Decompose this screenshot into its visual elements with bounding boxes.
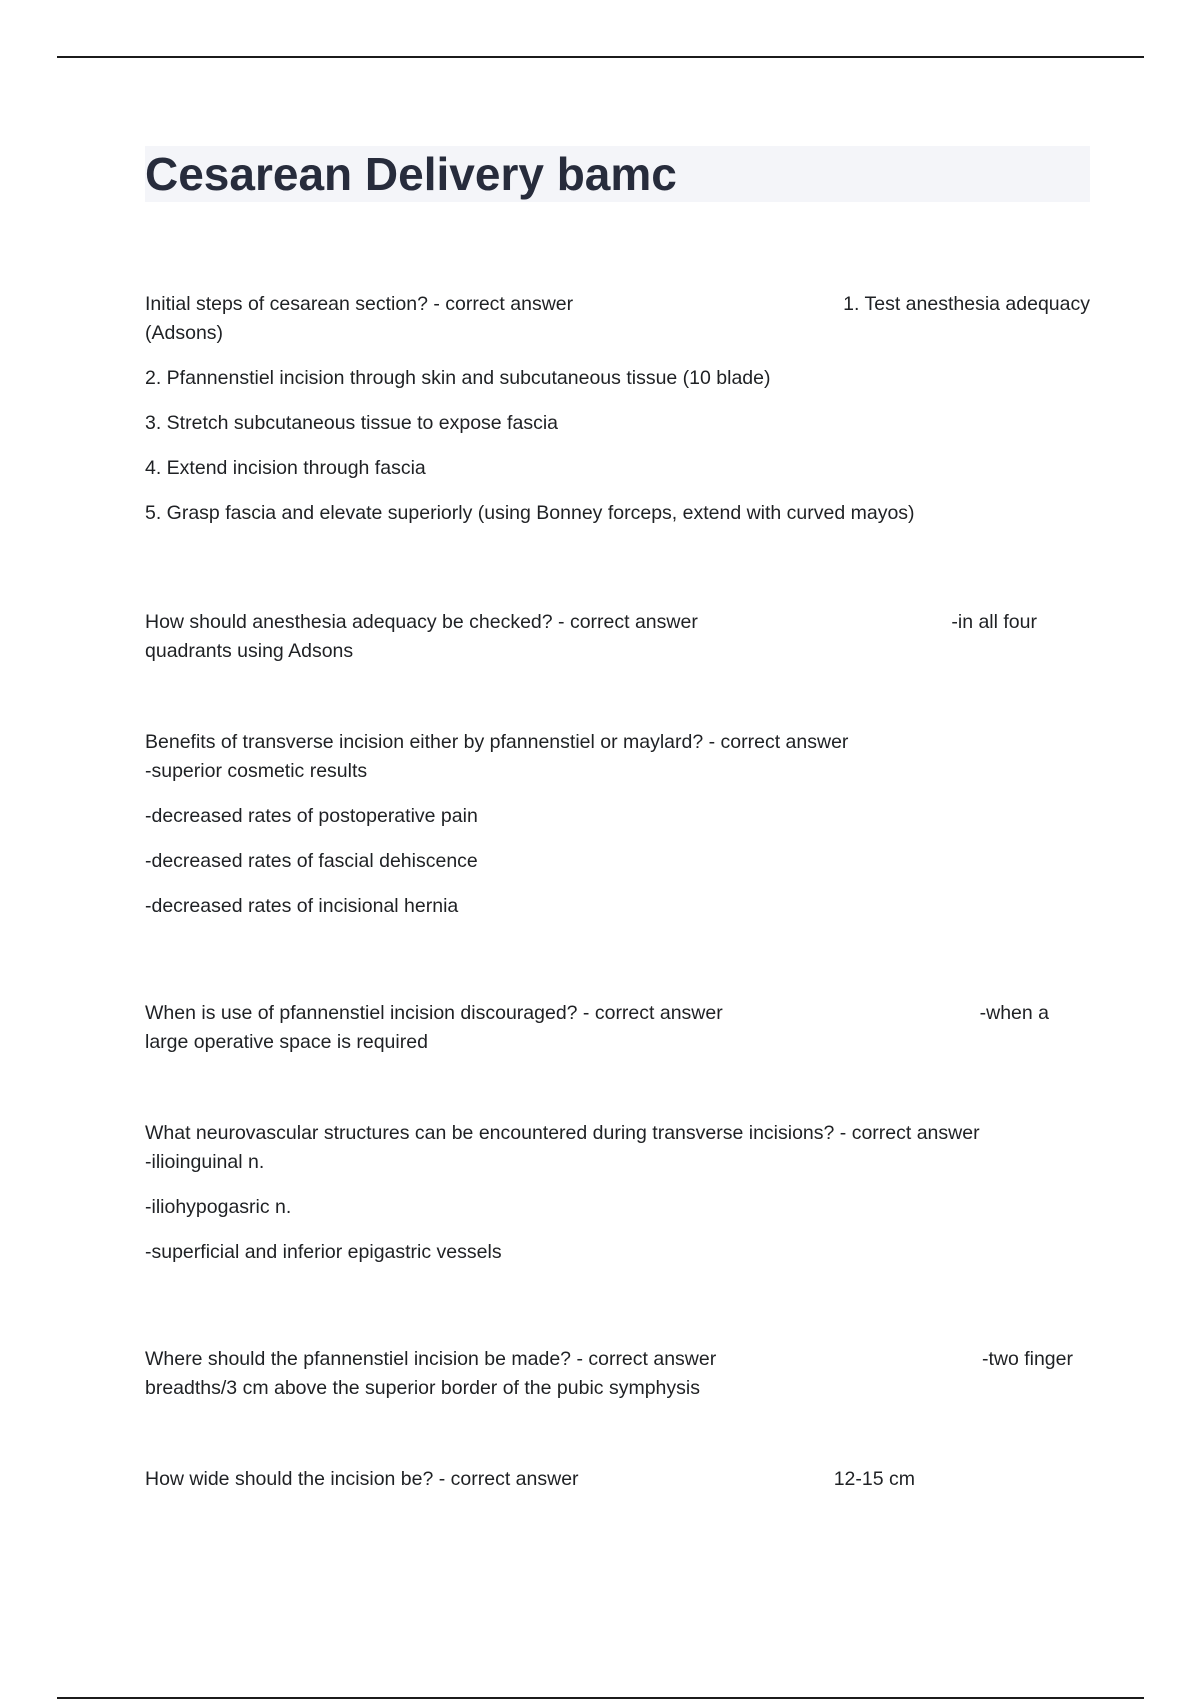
question-text: Initial steps of cesarean section? - correct answer [145,293,574,315]
question-line [145,999,1049,1028]
answer-continuation: -ilioinguinal n. [145,1151,265,1173]
answer-line: -superficial and inferior epigastric vessels [145,1241,502,1263]
question-text: Benefits of transverse incision either by pfannenstiel or maylard? - correct answer [145,731,849,753]
answer-line: 2. Pfannenstiel incision through skin and subcutaneous tissue (10 blade) [145,367,771,389]
flashcard [145,290,1090,528]
answer-continuation: (Adsons) [145,322,224,344]
answer-continuation: -superior cosmetic results [145,760,368,782]
answer-continuation: breadths/3 cm above the superior border of the pubic symphysis [145,1377,700,1399]
answer-continuation: large operative space is required [145,1031,428,1053]
page-title: Cesarean Delivery bamc [145,148,677,200]
answer-line: -iliohypogasric n. [145,1196,292,1218]
question-text: How should anesthesia adequacy be checked? - correct answer [145,611,698,633]
question-line [145,1465,915,1494]
answer-line: 4. Extend incision through fascia [145,457,426,479]
flashcard [145,999,1090,1057]
flashcard [145,728,1090,921]
answer-text: -in all four [951,611,1037,633]
flashcard [145,608,1090,666]
header-rule [57,56,1144,58]
answer-text: 1. Test anesthesia adequacy [843,293,1090,315]
question-text: What neurovascular structures can be encountered during transverse incisions? - correct answer [145,1122,980,1144]
answer-text: -two finger [981,1348,1073,1370]
answer-line: -decreased rates of incisional hernia [145,895,459,917]
answer-line: 5. Grasp fascia and elevate superiorly (using Bonney forceps, extend with curved mayos) [145,502,915,524]
answer-line: 3. Stretch subcutaneous tissue to expose fascia [145,412,558,434]
question-line [145,1345,1073,1374]
answer-text: -when a [979,1002,1049,1024]
answer-line: -decreased rates of fascial dehiscence [145,850,478,872]
answer-text: 12-15 cm [833,1468,915,1490]
question-text: How wide should the incision be? - correct answer [145,1468,579,1490]
question-line [145,290,1090,319]
flashcard [145,1345,1090,1403]
question-text: When is use of pfannenstiel incision discouraged? - correct answer [145,1002,723,1024]
flashcard-list [145,290,1090,1556]
question-text: Where should the pfannenstiel incision be made? - correct answer [145,1348,717,1370]
question-line [145,608,1037,637]
flashcard [145,1119,1090,1267]
answer-continuation: quadrants using Adsons [145,640,354,662]
footer-rule [57,1697,1144,1699]
flashcard [145,1465,1090,1494]
answer-line: -decreased rates of postoperative pain [145,805,478,827]
